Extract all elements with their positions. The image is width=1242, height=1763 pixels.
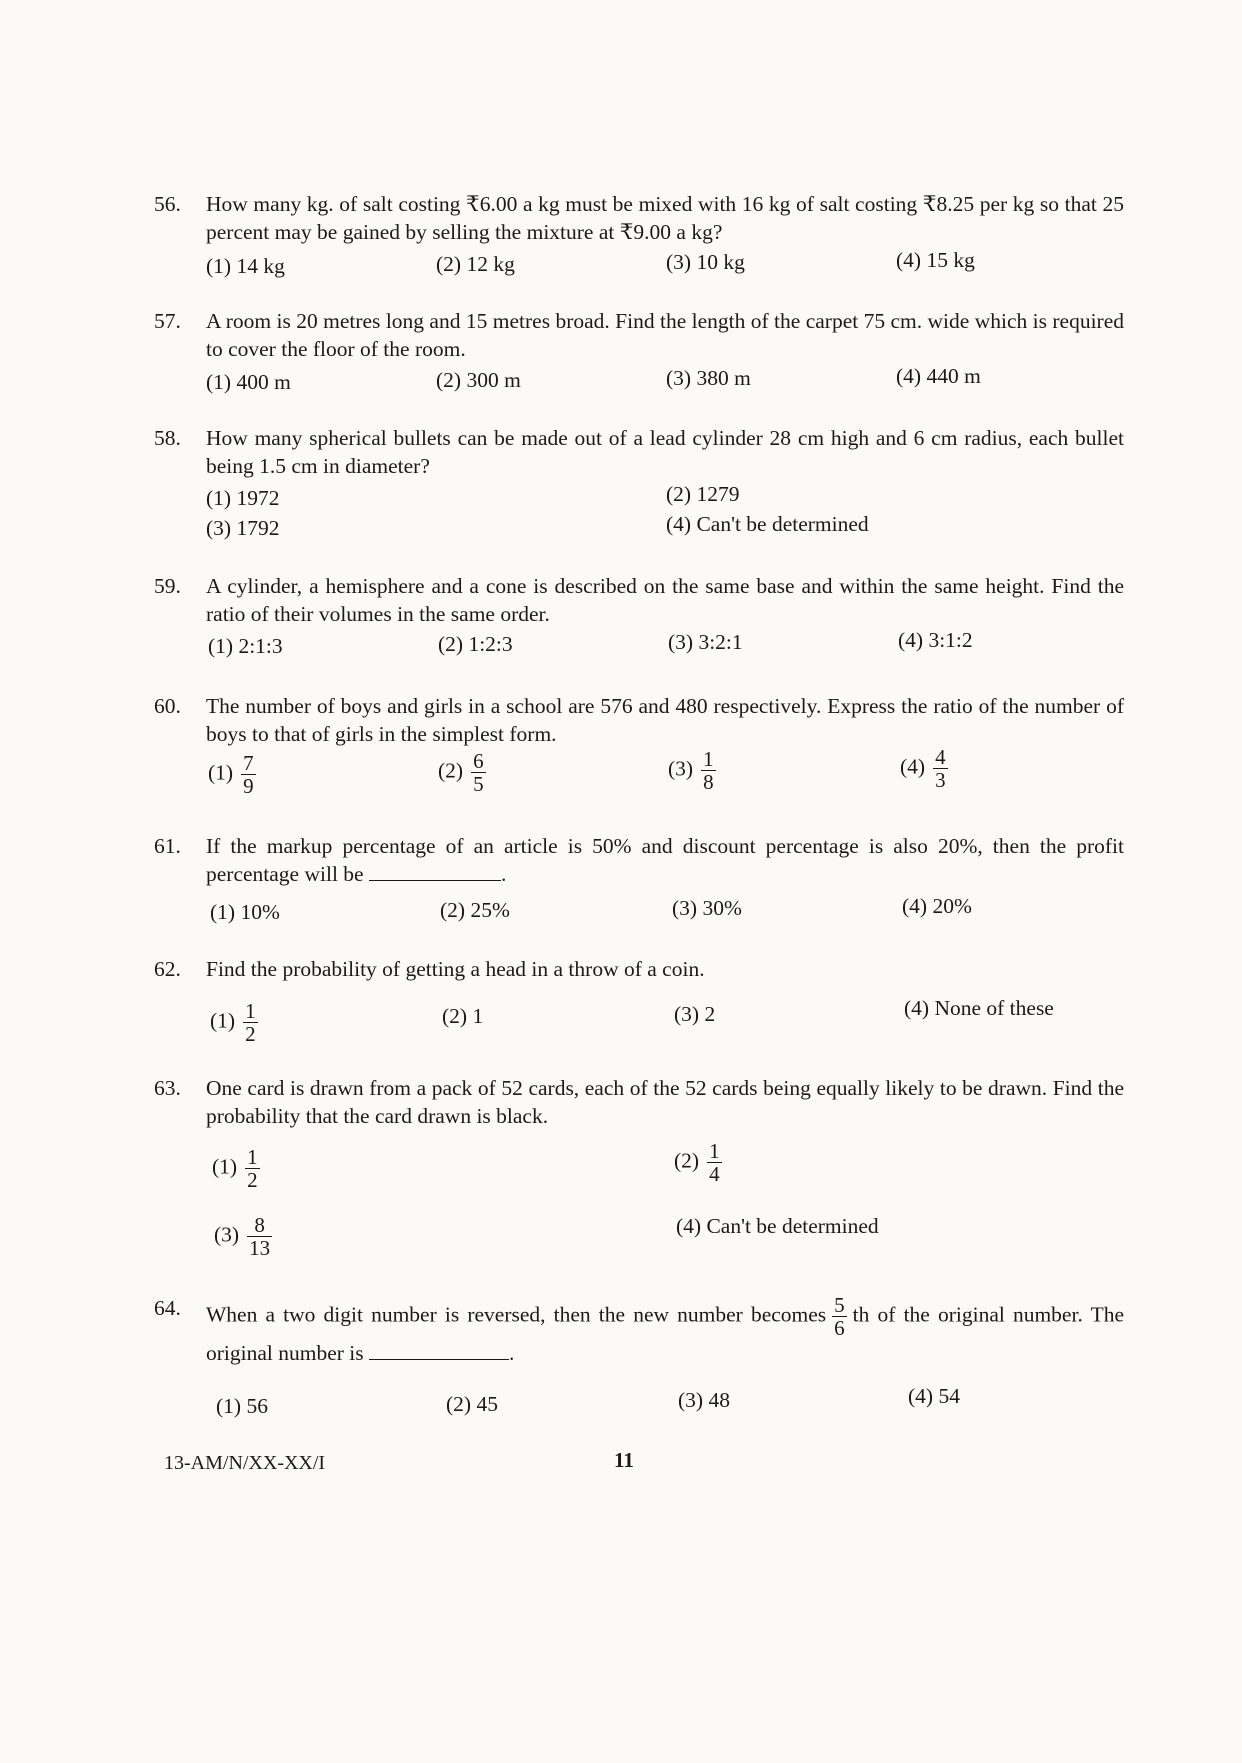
option-prefix: (1)	[208, 760, 234, 785]
option-2: (2) 12 kg	[436, 252, 515, 276]
option-3: (3) 3:2:1	[668, 630, 743, 654]
option-prefix: (3)	[668, 756, 694, 781]
option-4: (4) 440 m	[896, 364, 981, 388]
page-number: 11	[614, 1448, 634, 1472]
fraction	[247, 1214, 272, 1259]
question-text: Find the probability of getting a head in a throw of a coin.	[206, 957, 705, 981]
question-text: A room is 20 metres long and 15 metres broad. Find the length of the carpet 75 cm. wide which is required to cover the floor of the room.	[206, 309, 1124, 361]
answer-blank	[369, 1341, 509, 1360]
option-prefix: (3)	[214, 1222, 240, 1247]
option-1: (1) 2:1:3	[208, 634, 283, 658]
paper-code: 13-AM/N/XX-XX/I	[164, 1452, 326, 1474]
option-3: (3) 380 m	[666, 366, 751, 390]
numerator: 8	[247, 1214, 272, 1237]
question-number: 61.	[154, 834, 181, 858]
option-3: (3) 2	[674, 1002, 716, 1026]
option-3	[214, 1214, 272, 1259]
denominator: 2	[245, 1022, 256, 1046]
fraction	[241, 752, 256, 797]
fraction	[933, 746, 948, 791]
blank-suffix: .	[500, 862, 507, 886]
option-1: (1) 1972	[206, 486, 280, 510]
blank-suffix: .	[509, 1341, 515, 1365]
option-1: (1) 56	[216, 1394, 268, 1418]
denominator: 13	[249, 1236, 271, 1260]
option-2: (2) 1	[442, 1004, 484, 1028]
question-number: 64.	[154, 1296, 181, 1320]
numerator: 6	[473, 749, 484, 773]
denominator: 4	[709, 1162, 720, 1186]
option-2: (2) 300 m	[436, 368, 521, 392]
numerator: 5	[834, 1293, 845, 1317]
question-number: 57.	[154, 309, 181, 333]
option-4: (4) None of these	[904, 996, 1054, 1020]
question-text: A cylinder, a hemisphere and a cone is described on the same base and within the same height. Find the ratio of their volumes in the same order.	[206, 574, 1124, 626]
numerator: 1	[703, 747, 714, 771]
option-2: (2) 45	[446, 1392, 498, 1416]
numerator: 7	[243, 751, 254, 775]
question-text-after: th of the original number. The original number is	[206, 1302, 1124, 1365]
option-4: (4) 54	[908, 1384, 960, 1408]
option-1: (1) 14 kg	[206, 254, 285, 278]
option-2: (2) 1:2:3	[438, 632, 513, 656]
numerator: 1	[245, 999, 256, 1023]
question-number: 63.	[154, 1076, 181, 1100]
option-3	[668, 748, 716, 793]
option-1	[212, 1146, 260, 1191]
fraction	[471, 750, 486, 795]
option-prefix: (4)	[900, 754, 926, 779]
question-number: 60.	[154, 694, 181, 718]
option-2	[674, 1140, 722, 1185]
option-4: (4) Can't be determined	[676, 1214, 879, 1238]
option-3: (3) 48	[678, 1388, 730, 1412]
fraction	[245, 1146, 260, 1191]
option-prefix: (2)	[438, 758, 464, 783]
answer-blank	[369, 862, 501, 881]
question-text: The number of boys and girls in a school are 576 and 480 respectively. Express the ratio of the number of boys to that of girls in the simplest form.	[206, 694, 1124, 746]
question-text: One card is drawn from a pack of 52 cards, each of the 52 cards being equally likely to be drawn. Find the probability that the card drawn is black.	[206, 1076, 1124, 1128]
option-4: (4) 3:1:2	[898, 628, 973, 652]
denominator: 8	[703, 770, 714, 794]
option-4: (4) 15 kg	[896, 248, 975, 272]
question-number: 62.	[154, 957, 181, 981]
option-4: (4) Can't be determined	[666, 512, 869, 536]
denominator: 3	[935, 768, 946, 792]
option-2	[438, 750, 486, 795]
question-text-line: If the markup percentage of an article is 50% and discount percentage is also 20%, then the profit percentage will be	[206, 834, 1124, 886]
option-1: (1) 400 m	[206, 370, 291, 394]
question-text: How many spherical bullets can be made out of a lead cylinder 28 cm high and 6 cm radius, each bullet being 1.5 cm in diameter?	[206, 426, 1124, 478]
option-prefix: (2)	[674, 1148, 700, 1173]
denominator: 9	[243, 774, 254, 798]
question-text-before: When a two digit number is reversed, then the new number becomes	[206, 1302, 827, 1327]
denominator: 2	[247, 1168, 258, 1192]
denominator: 5	[473, 772, 484, 796]
option-4	[900, 746, 948, 791]
option-1	[208, 752, 256, 797]
numerator: 1	[709, 1139, 720, 1163]
question-text	[206, 1294, 1124, 1367]
fraction	[243, 1000, 258, 1045]
option-2: (2) 25%	[440, 898, 510, 922]
option-1	[210, 1000, 258, 1045]
option-prefix: (1)	[210, 1008, 236, 1033]
question-text	[206, 832, 1124, 888]
fraction	[701, 748, 716, 793]
denominator: 6	[834, 1316, 845, 1340]
option-3: (3) 30%	[672, 896, 742, 920]
fraction	[832, 1294, 847, 1339]
question-number: 58.	[154, 426, 181, 450]
option-4: (4) 20%	[902, 894, 972, 918]
option-3: (3) 1792	[206, 516, 280, 540]
question-number: 59.	[154, 574, 181, 598]
question-text: How many kg. of salt costing ₹6.00 a kg must be mixed with 16 kg of salt costing ₹8.25 per kg so that 25 percent may be gained by selling the mixture at ₹9.00 a kg?	[206, 192, 1124, 244]
option-1: (1) 10%	[210, 900, 280, 924]
option-2: (2) 1279	[666, 482, 740, 506]
numerator: 1	[247, 1145, 258, 1169]
option-3: (3) 10 kg	[666, 250, 745, 274]
option-prefix: (1)	[212, 1154, 238, 1179]
question-number: 56.	[154, 192, 181, 216]
fraction	[707, 1140, 722, 1185]
numerator: 4	[935, 745, 946, 769]
